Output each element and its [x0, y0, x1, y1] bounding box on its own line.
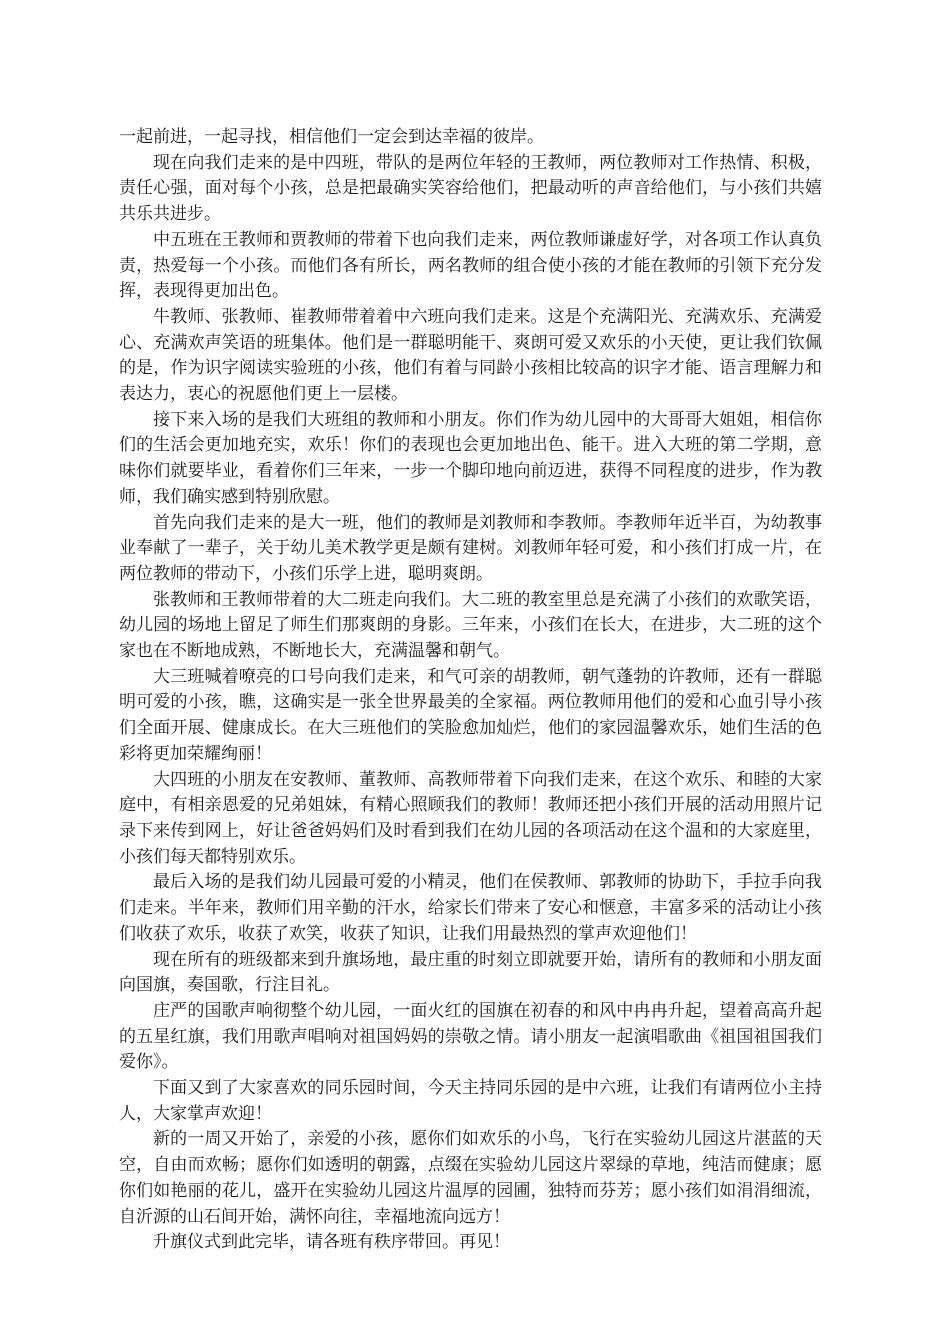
- paragraph-class-4: 现在向我们走来的是中四班，带队的是两位年轻的王教师，两位教师对工作热情、积极，责任心强，面对每个小孩，总是把最确实笑容给他们，把最动听的声音给他们，与小孩们共嬉共乐共进步。: [119, 152, 822, 225]
- paragraph-hosts: 下面又到了大家喜欢的同乐园时间，今天主持同乐园的是中六班，让我们有请两位小主持人，大家掌声欢迎！: [119, 1078, 822, 1124]
- paragraph-junior: 最后入场的是我们幼儿园最可爱的小精灵，他们在侯教师、郭教师的协助下，手拉手向我们走来。半年来，教师们用辛勤的汗水，给家长们带来了安心和惬意，丰富多采的活动让小孩们收获了欢乐，收获了欢笑，收获了知识，让我们用最热烈的掌声欢迎他们！: [119, 872, 822, 944]
- paragraph-senior-1: 首先向我们走来的是大一班，他们的教师是刘教师和李教师。李教师年近半百，为幼教事业奉献了一辈子，关于幼儿美术教学更是颇有建树。刘教师年轻可爱，和小孩们打成一片，在两位教师的带动下，小孩们乐学上进，聪明爽朗。: [119, 512, 822, 584]
- paragraph-senior-group: 接下来入场的是我们大班组的教师和小朋友。你们作为幼儿园中的大哥哥大姐姐，相信你们的生活会更加地充实，欢乐！你们的表现也会更加地出色、能干。进入大班的第二学期，意味你们就要毕业，看着你们三年来，一步一个脚印地向前迈进，获得不同程度的进步，作为教师，我们确实感到特别欣慰。: [119, 409, 822, 507]
- paragraph-senior-3: 大三班喊着嘹亮的口号向我们走来，和气可亲的胡教师，朝气蓬勃的许教师，还有一群聪明可爱的小孩，瞧，这确实是一张全世界最美的全家福。两位教师用他们的爱和心血引导小孩们全面开展、健康成长。在大三班他们的笑脸愈加灿烂，他们的家园温馨欢乐，她们生活的色彩将更加荣耀绚丽！: [119, 666, 822, 764]
- paragraph-blessing: 新的一周又开始了，亲爱的小孩，愿你们如欢乐的小鸟，飞行在实验幼儿园这片湛蓝的天空，自由而欢畅；愿你们如透明的朝露，点缀在实验幼儿园这片翠绿的草地，纯洁而健康；愿你们如艳丽的花儿，盛开在实验幼儿园这片温厚的园圃，独特而芬芳；愿小孩们如涓涓细流，自沂源的山石间开始，满怀向往，幸福地流向远方！: [119, 1129, 822, 1227]
- paragraph-closing: 升旗仪式到此完毕，请各班有秩序带回。再见！: [153, 1232, 510, 1253]
- paragraph-flag-ceremony: 现在所有的班级都来到升旗场地，最庄重的时刻立即就要开始，请所有的教师和小朋友面向国旗，奏国歌，行注目礼。: [119, 949, 822, 996]
- paragraph-class-6: 牛教师、张教师、崔教师带着着中六班向我们走来。这是个充满阳光、充满欢乐、充满爱心、充满欢声笑语的班集体。他们是一群聪明能干、爽朗可爱又欢乐的小天使，更让我们钦佩的是，作为识字阅读实验班的小孩，他们有着与同龄小孩相比较高的识字才能、语言理解力和表达力，衷心的祝愿他们更上一层楼。: [119, 306, 822, 405]
- document-body: [119, 125, 822, 1256]
- paragraph-continuation: 一起前进，一起寻找，相信他们一定会到达幸福的彼岸。: [119, 127, 544, 147]
- paragraph-class-5: 中五班在王教师和贾教师的带着下也向我们走来，两位教师谦虚好学，对各项工作认真负责，热爱每一个小孩。而他们各有所长，两名教师的组合使小孩的才能在教师的引领下充分发挥，表现得更加出色。: [119, 229, 822, 302]
- paragraph-senior-4: 大四班的小朋友在安教师、董教师、高教师带着下向我们走来，在这个欢乐、和睦的大家庭中，有相亲恩爱的兄弟姐妹，有精心照顾我们的教师！教师还把小孩们开展的活动用照片记录下来传到网上，好让爸爸妈妈们及时看到我们在幼儿园的各项活动在这个温和的大家庭里，小孩们每天都特别欢乐。: [119, 769, 822, 867]
- paragraph-senior-2: 张教师和王教师带着的大二班走向我们。大二班的教室里总是充满了小孩们的欢歌笑语，幼儿园的场地上留足了师生们那爽朗的身影。三年来，小孩们在长大，在进步，大二班的这个家也在不断地成熟，不断地长大，充满温馨和朝气。: [119, 589, 822, 662]
- paragraph-anthem: 庄严的国歌声响彻整个幼儿园，一面火红的国旗在初春的和风中冉冉升起，望着高高升起的五星红旗，我们用歌声唱响对祖国妈妈的崇敬之情。请小朋友一起演唱歌曲《祖国祖国我们爱你》。: [119, 1000, 822, 1073]
